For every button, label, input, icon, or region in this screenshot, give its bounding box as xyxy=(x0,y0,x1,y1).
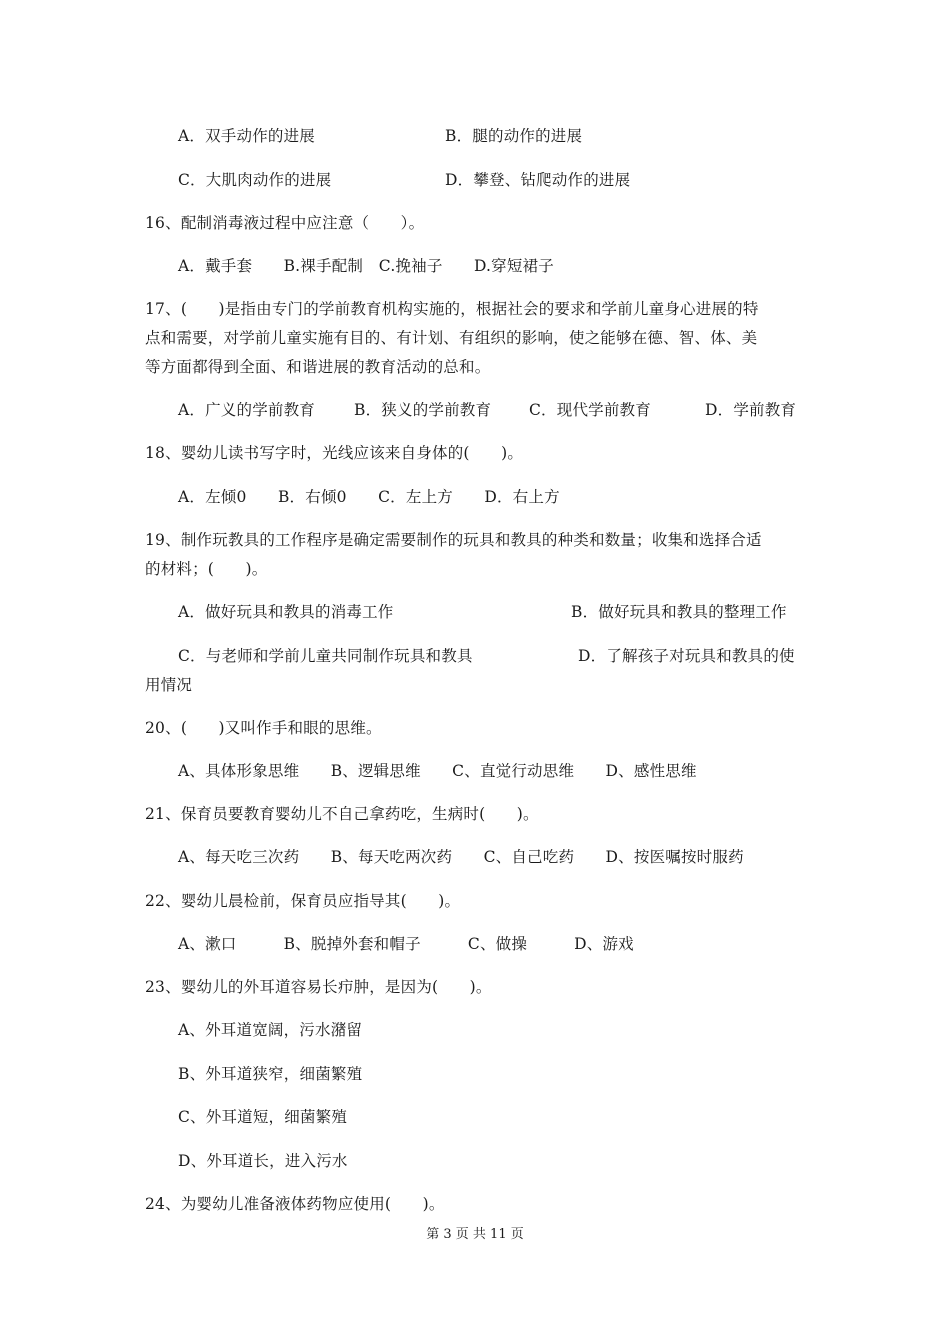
q19-option-a: A．做好玩具和教具的消毒工作 xyxy=(178,603,394,621)
q19-stem-line-1: 19、制作玩教具的工作程序是确定需要制作的玩具和教具的种类和数量；收集和选择合适 xyxy=(145,531,762,549)
q17-option-b: B．狭义的学前教育 xyxy=(354,401,492,419)
q23-option-b: B、外耳道狭窄，细菌繁殖 xyxy=(178,1065,363,1083)
q23-option-c: C、外耳道短，细菌繁殖 xyxy=(178,1108,348,1126)
q16-stem: 16、配制消毒液过程中应注意（ ）。 xyxy=(145,214,425,232)
q15-option-c: C．大肌肉动作的进展 xyxy=(178,171,332,189)
q22-options: A、漱口 B、脱掉外套和帽子 C、做操 D、游戏 xyxy=(178,935,634,953)
q19-stem-line-2: 的材料；( )。 xyxy=(145,560,268,578)
q17-stem-line-3: 等方面都得到全面、和谐进展的教育活动的总和。 xyxy=(145,358,491,376)
q15-option-b: B．腿的动作的进展 xyxy=(445,127,583,145)
q17-option-c: C．现代学前教育 xyxy=(529,401,651,419)
q19-option-d-continued: 用情况 xyxy=(145,676,193,694)
q17-option-d: D．学前教育 xyxy=(705,401,797,419)
q20-stem: 20、( )又叫作手和眼的思维。 xyxy=(145,719,382,737)
q17-stem-line-2: 点和需要，对学前儿童实施有目的、有计划、有组织的影响，使之能够在德、智、体、美 xyxy=(145,329,758,347)
q21-options: A、每天吃三次药 B、每天吃两次药 C、自己吃药 D、按医嘱按时服药 xyxy=(178,848,744,866)
q23-stem: 23、婴幼儿的外耳道容易长疖肿，是因为( )。 xyxy=(145,978,492,996)
q23-option-d: D、外耳道长，进入污水 xyxy=(178,1152,348,1170)
page-footer: 第 3 页 共 11 页 xyxy=(426,1227,524,1242)
q15-option-d: D．攀登、钻爬动作的进展 xyxy=(445,171,631,189)
q17-stem-line-1: 17、( )是指由专门的学前教育机构实施的，根据社会的要求和学前儿童身心进展的特 xyxy=(145,300,759,318)
q24-stem: 24、为婴幼儿准备液体药物应使用( )。 xyxy=(145,1195,445,1213)
q23-option-a: A、外耳道宽阔，污水潴留 xyxy=(178,1021,363,1039)
q15-option-a: A．双手动作的进展 xyxy=(178,127,315,145)
q19-option-c: C．与老师和学前儿童共同制作玩具和教具 xyxy=(178,647,473,665)
q22-stem: 22、婴幼儿晨检前，保育员应指导其( )。 xyxy=(145,892,461,910)
q20-options: A、具体形象思维 B、逻辑思维 C、直觉行动思维 D、感性思维 xyxy=(178,762,697,780)
q18-stem: 18、婴幼儿读书写字时，光线应该来自身体的( )。 xyxy=(145,444,524,462)
q16-options: A．戴手套 B.裸手配制 C.挽袖子 D.穿短裙子 xyxy=(178,257,554,275)
q18-options: A．左倾0 B．右倾0 C．左上方 D．右上方 xyxy=(178,488,560,506)
q19-option-b: B．做好玩具和教具的整理工作 xyxy=(571,603,787,621)
q21-stem: 21、保育员要教育婴幼儿不自己拿药吃，生病时( )。 xyxy=(145,805,539,823)
q19-option-d: D．了解孩子对玩具和教具的使 xyxy=(578,647,795,665)
q17-option-a: A．广义的学前教育 xyxy=(178,401,315,419)
